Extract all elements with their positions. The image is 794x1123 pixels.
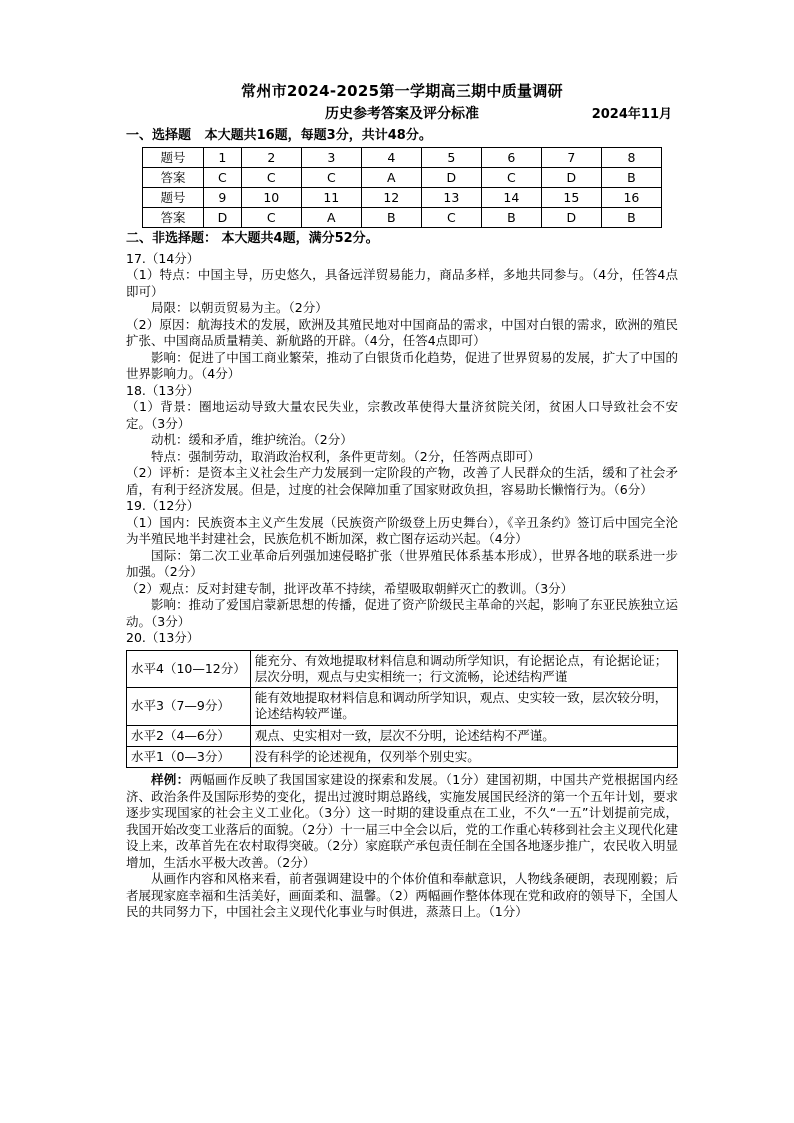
rubric-level-label: 水平4（10—12分）	[127, 650, 251, 688]
question-19-line: 影响：推动了爱国启蒙新思想的传播，促进了资产阶级民主革命的兴起，影响了东亚民族独立运动。（3分）	[126, 597, 678, 629]
question-19-line: 国际：第二次工业革命后列强加速侵略扩张（世界殖民体系基本形成），世界各地的联系进一步加强。（2分）	[126, 547, 678, 580]
section-1-title: 一、选择题	[126, 128, 192, 144]
question-17-line: 影响：促进了中国工商业繁荣，推动了白银货币化趋势，促进了世界贸易的发展，扩大了中国的世界影响力。（4分）	[126, 349, 678, 382]
answer-cell: C	[204, 168, 242, 188]
row-label-answer-1: 答案	[143, 168, 204, 188]
question-17-number: 17.（14分）	[126, 250, 200, 266]
question-20-block	[126, 630, 678, 921]
question-19-line: （2）观点：反对封建专制，批评改革不持续，希望吸取朝鲜灭亡的教训。（3分）	[126, 580, 574, 596]
answer-cell: C	[241, 208, 301, 228]
answer-cell: C	[301, 168, 361, 188]
question-18-line: （2）评析：是资本主义社会生产力发展到一定阶段的产物，改善了人民群众的生活，缓和了社会矛盾，有利于经济发展。但是，过度的社会保障加重了国家财政负担，容易助长懒惰行为。（6分）	[126, 465, 678, 497]
answer-table	[142, 147, 662, 228]
section-1-heading	[126, 127, 678, 144]
answer-cell: C	[421, 208, 481, 228]
question-number: 15	[541, 188, 601, 208]
section-2-description: 本大题共4题，满分52分。	[221, 231, 379, 247]
answer-cell: D	[541, 208, 601, 228]
table-row-answers-1	[143, 168, 662, 188]
answer-cell: C	[481, 168, 541, 188]
answer-cell: B	[601, 208, 661, 228]
section-2-heading	[126, 230, 678, 247]
question-19-line: （1）国内：民族资本主义产生发展（民族资产阶级登上历史舞台），《辛丑条约》签订后中国完全沦为半殖民地半封建社会，民族危机不断加深，救亡图存运动兴起。（4分）	[126, 514, 678, 547]
question-17-line: （2）原因：航海技术的发展，欧洲及其殖民地对中国商品的需求，中国对白银的需求，欧洲的殖民扩张、中国商品质量精美、新航路的开辟。（4分，任答4点即可）	[126, 316, 678, 349]
table-row-answers-2	[143, 208, 662, 228]
question-number: 4	[361, 148, 421, 168]
question-number: 2	[241, 148, 301, 168]
row-label-answer-2: 答案	[143, 208, 204, 228]
rubric-level-description: 观点、史实相对一致，层次不分明，论述结构不严谨。	[250, 725, 677, 746]
question-19-block	[126, 498, 678, 630]
question-number: 10	[241, 188, 301, 208]
question-18-number: 18.（13分）	[126, 382, 200, 398]
question-number: 9	[204, 188, 242, 208]
rubric-level-description: 没有科学的论述视角，仅列举个别史实。	[250, 746, 677, 767]
question-number: 3	[301, 148, 361, 168]
answer-cell: C	[241, 168, 301, 188]
sample-answer-label: 样例：	[151, 772, 190, 788]
section-1-description: 本大题共16题，每题3分，共计48分。	[204, 128, 432, 144]
answer-cell: B	[481, 208, 541, 228]
sample-answer-paragraph-2: 从画作内容和风格来看，前者强调建设中的个体价值和奉献意识，人物线条硬朗，表现刚毅；后者展现家庭幸福和生活美好，画面柔和、温馨。（2）两幅画作整体体现在党和政府的领导下，全国人民的共同努力下，中国社会主义现代化事业与时俱进，蒸蒸日上。（1分）	[126, 871, 678, 920]
question-number: 1	[204, 148, 242, 168]
table-row	[127, 725, 678, 746]
question-number: 12	[361, 188, 421, 208]
rubric-level-label: 水平2（4—6分）	[127, 725, 251, 746]
question-17-line: （1）特点：中国主导，历史悠久，具备远洋贸易能力，商品多样，多地共同参与。（4分，任答4点即可）	[126, 267, 678, 299]
document-content	[126, 82, 678, 921]
row-label-question-2: 题号	[143, 188, 204, 208]
table-row	[127, 746, 678, 767]
answer-cell: D	[541, 168, 601, 188]
sample-answer-paragraph-1	[126, 772, 678, 871]
rubric-level-label: 水平1（0—3分）	[127, 746, 251, 767]
answer-cell: D	[421, 168, 481, 188]
scoring-rubric-table	[126, 650, 678, 769]
question-number: 14	[481, 188, 541, 208]
rubric-level-description: 能有效地提取材料信息和调动所学知识，观点、史实较一致，层次较分明，论述结构较严谨。	[250, 688, 677, 726]
page-subtitle: 历史参考答案及评分标准	[325, 105, 479, 122]
question-number: 5	[421, 148, 481, 168]
question-20-number: 20.（13分）	[126, 630, 200, 646]
subtitle-row	[126, 105, 678, 123]
question-number: 8	[601, 148, 661, 168]
rubric-level-label: 水平3（7—9分）	[127, 688, 251, 726]
answer-cell: A	[301, 208, 361, 228]
question-number: 16	[601, 188, 661, 208]
question-18-line: （1）背景：圈地运动导致大量农民失业，宗教改革使得大量济贫院关闭，贫困人口导致社会不安定。（3分）	[126, 399, 678, 431]
question-17-line: 局限：以朝贡贸易为主。（2分）	[151, 300, 328, 316]
answer-cell: D	[204, 208, 242, 228]
question-number: 13	[421, 188, 481, 208]
question-number: 7	[541, 148, 601, 168]
table-row-questions-2	[143, 188, 662, 208]
answer-cell: B	[361, 208, 421, 228]
table-row	[127, 688, 678, 726]
table-row	[127, 650, 678, 688]
question-17-block	[126, 251, 678, 383]
sample-answer-text: 两幅画作反映了我国国家建设的探索和发展。（1分）建国初期，中国共产党根据国内经济、政治条件及国际形势的变化，提出过渡时期总路线，实施发展国民经济的第一个五年计划，要求逐步实现国家的社会主义工业化。（3分）这一时期的建设重点在工业，不久“一五”计划提前完成，我国开始改变工业落后的面貌。（2分）十一届三中全会以后，党的工作重心转移到社会主义现代化建设上来，改革首先在农村取得突破。（2分）家庭联产承包责任制在全国各地逐步推广，农民收入明显增加，生活水平极大改善。（2分）	[126, 772, 678, 870]
question-number: 11	[301, 188, 361, 208]
row-label-question-1: 题号	[143, 148, 204, 168]
section-2-title: 二、非选择题：	[126, 231, 218, 247]
answer-cell: A	[361, 168, 421, 188]
question-number: 6	[481, 148, 541, 168]
question-18-line: 动机：缓和矛盾，维护统治。（2分）	[151, 432, 353, 448]
question-19-number: 19.（12分）	[126, 498, 200, 514]
question-18-line: 特点：强制劳动，取消政治权利，条件更苛刻。（2分，任答两点即可）	[151, 448, 541, 464]
table-row-questions-1	[143, 148, 662, 168]
answer-cell: B	[601, 168, 661, 188]
page-title: 常州市2024-2025第一学期高三期中质量调研	[241, 82, 563, 100]
rubric-level-description: 能充分、有效地提取材料信息和调动所学知识，有论据论点，有论据论证；层次分明，观点与史实相统一；行文流畅，论述结构严谨	[250, 650, 677, 688]
exam-date: 2024年11月	[591, 106, 672, 122]
question-18-block	[126, 383, 678, 499]
